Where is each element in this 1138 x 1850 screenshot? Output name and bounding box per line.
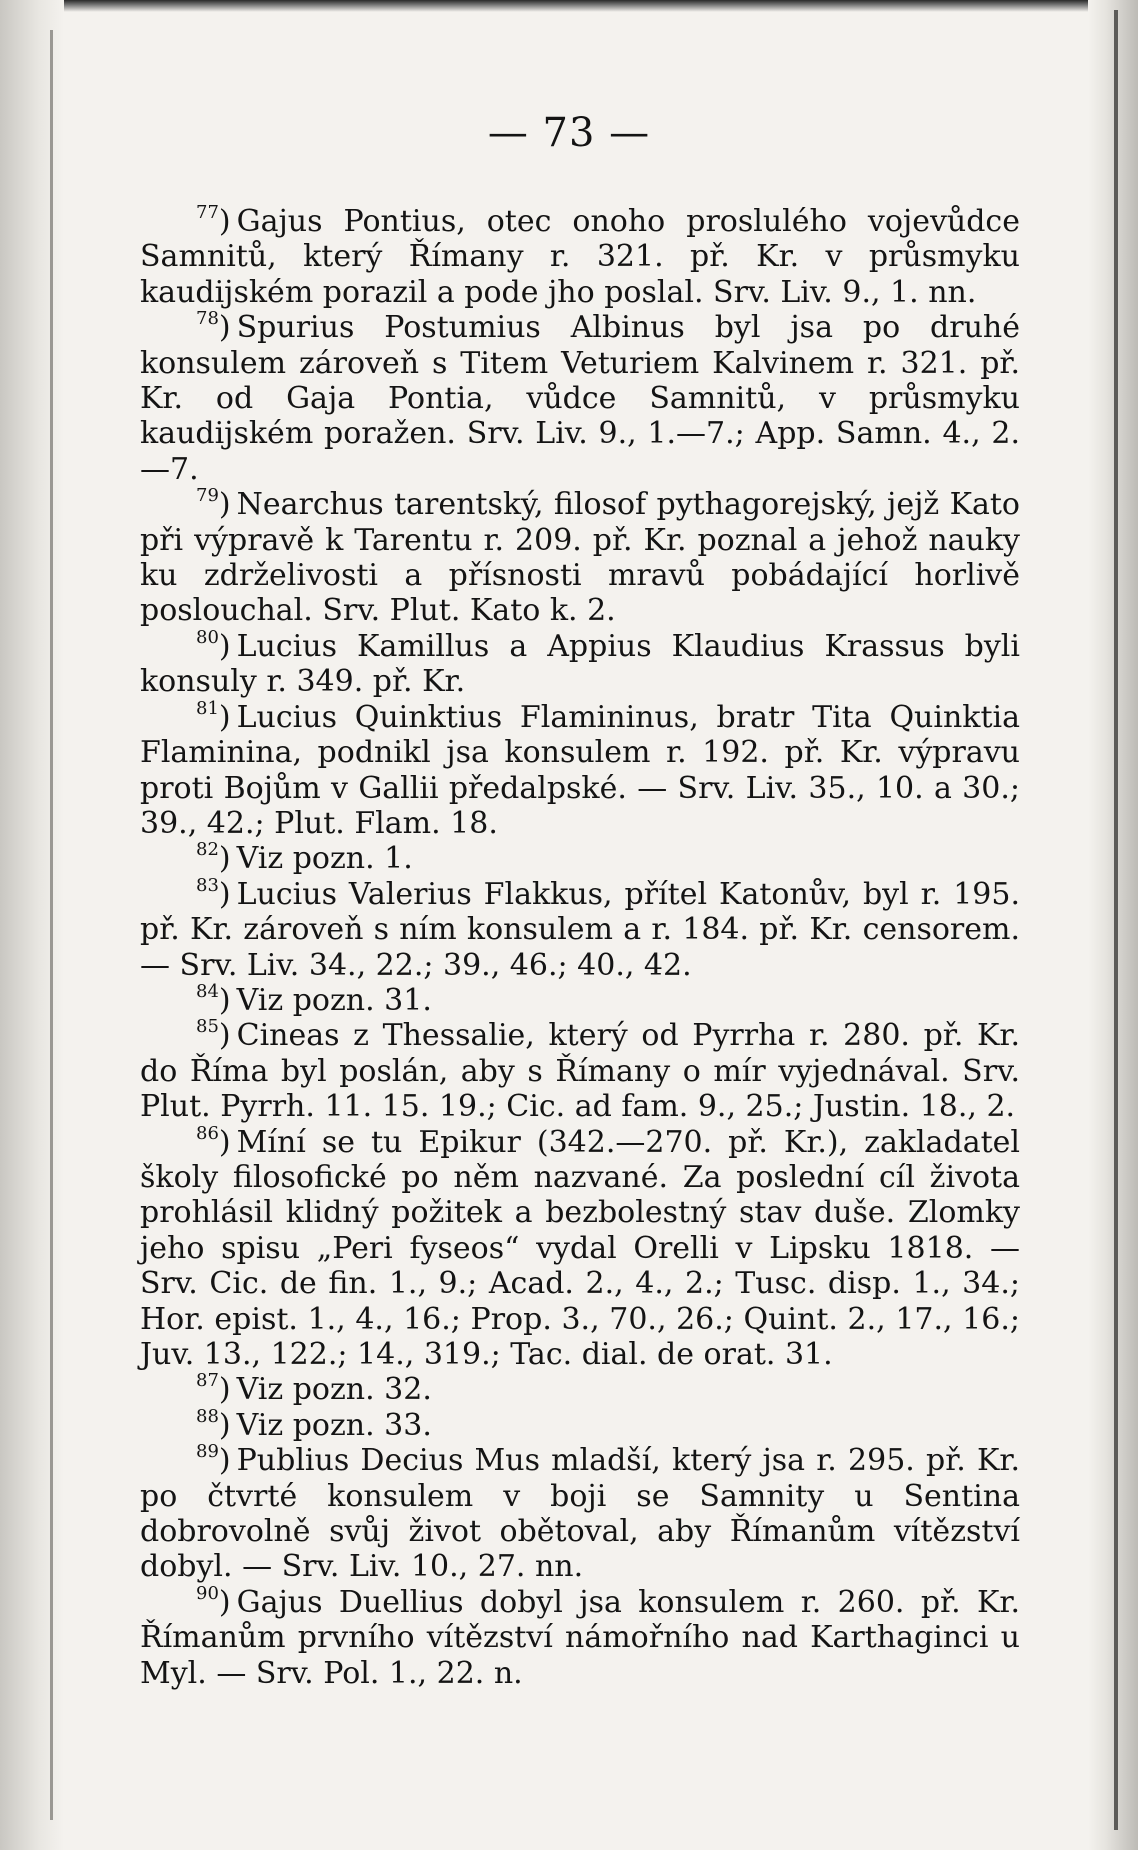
footnote-paren: ) — [218, 876, 231, 912]
footnote — [140, 697, 1020, 842]
footnote-number: 82 — [196, 839, 219, 861]
footnote — [140, 626, 1020, 700]
footnote-text: Cineas z Thessalie, který od Pyrrha r. 280. př. Kr. do Říma byl poslán, aby s Římany o mír vyjednával. Srv. Plut. Pyrrh. 11. 15. 19.; Cic. ad fam. 9., 25.; Justin. 18., 2. — [140, 1018, 1020, 1125]
footnote — [140, 204, 1020, 310]
footnote-text: Lucius Quinktius Flamininus, bratr Tita Quinktia Flaminina, podnikl jsa konsulem r. 192. př. Kr. výpravu proti Bojům v Gallii předalpské. — Srv. Liv. 35., 10. a 30.; 39., 42.; Plut. Flam. 18. — [140, 699, 1020, 841]
footnote-paren: ) — [218, 487, 231, 523]
scan-edge-top — [0, 0, 1138, 12]
footnote-paren: ) — [218, 1584, 231, 1620]
footnote-text: Lucius Valerius Flakkus, přítel Katonův, byl r. 195. př. Kr. zároveň s ním konsulem a r. 184. př. Kr. censorem. — Srv. Liv. 34., 22.; 39., 46.; 40., 42. — [140, 876, 1020, 983]
footnotes-list — [140, 204, 1020, 1691]
footnote-text: Lucius Kamillus a Appius Klaudius Krassus byli konsuly r. 349. př. Kr. — [140, 628, 1020, 700]
footnote-number: 86 — [196, 1122, 219, 1144]
footnote-number: 81 — [196, 697, 219, 719]
footnote — [140, 1122, 1020, 1373]
footnote-number: 90 — [196, 1582, 219, 1604]
footnote-text: Nearchus tarentský, filosof pythagorejský, jejž Kato při výpravě k Tarentu r. 209. př. Kr. poznal a jehož nauky ku zdrželivosti a přísnosti mravů pobádající horlivě poslouchal. Srv. Plut. Kato k. 2. — [140, 487, 1020, 629]
footnote-text: Viz pozn. 1. — [236, 841, 413, 877]
footnote-paren: ) — [218, 1443, 231, 1479]
footnote — [140, 980, 1020, 1018]
page-number: — 73 — — [487, 110, 651, 156]
footnote-number: 79 — [196, 485, 219, 507]
footnote-number: 83 — [196, 874, 219, 896]
footnote — [140, 487, 1020, 629]
footnote-paren: ) — [218, 1372, 231, 1408]
footnote-paren: ) — [218, 1407, 231, 1443]
footnote-text: Spurius Postumius Albinus byl jsa po druhé konsulem zároveň s Titem Veturiem Kalvinem r. 321. př. Kr. od Gaja Pontia, vůdce Samnitů, v průsmyku kaudijském poražen. Srv. Liv. 9., 1.—7.; App. Samn. 4., 2.—7. — [140, 310, 1020, 487]
footnote-number: 78 — [196, 308, 219, 330]
footnote — [140, 310, 1020, 487]
footnote-number: 89 — [196, 1441, 219, 1463]
footnote — [140, 1018, 1020, 1124]
footnote — [140, 1443, 1020, 1585]
scan-edge-right — [1088, 0, 1138, 1850]
footnote-number: 87 — [196, 1370, 219, 1392]
footnote — [140, 874, 1020, 983]
footnote-number: 84 — [196, 980, 219, 1002]
footnote-number: 77 — [196, 202, 219, 223]
footnote-paren: ) — [218, 841, 231, 877]
scan-edge-left — [0, 0, 64, 1850]
footnote-number: 80 — [196, 626, 219, 648]
footnote-text: Míní se tu Epikur (342.—270. př. Kr.), zakladatel školy filosofické po něm nazvané. Za poslední cíl života prohlásil klidný požitek a bezbolestný stav duše. Zlomky jeho spisu „Peri fyseos“ vydal Orelli v Lipsku 1818. — Srv. Cic. de fin. 1., 9.; Acad. 2., 4., 2.; Tusc. disp. 1., 34.; Hor. epist. 1., 4., 16.; Prop. 3., 70., 26.; Quint. 2., 17., 16.; Juv. 13., 122.; 14., 319.; Tac. dial. de orat. 31. — [140, 1124, 1020, 1372]
footnote-paren: ) — [218, 204, 231, 239]
footnote-paren: ) — [218, 1018, 231, 1054]
page-gutter-line — [50, 30, 53, 1820]
footnote-text: Viz pozn. 33. — [236, 1407, 432, 1443]
footnote — [140, 1405, 1020, 1443]
footnote — [140, 1372, 1020, 1407]
footnote-number: 88 — [196, 1405, 219, 1427]
footnote-paren: ) — [218, 628, 231, 664]
footnote-text: Publius Decius Mus mladší, který jsa r. 295. př. Kr. po čtvrté konsulem v boji se Samnity u Sentina dobrovolně svůj život obětoval, aby Římanům vítězství dobyl. — Srv. Liv. 10., 27. nn. — [140, 1443, 1020, 1585]
footnote-paren: ) — [218, 982, 231, 1018]
footnote-text: Gajus Pontius, otec onoho proslulého vojevůdce Samnitů, který Římany r. 321. př. Kr. v průsmyku kaudijském porazil a pode jho poslal. Srv. Liv. 9., 1. nn. — [140, 204, 1020, 310]
footnote-paren: ) — [218, 699, 231, 735]
footnote — [140, 1582, 1020, 1691]
footnote-paren: ) — [218, 1124, 231, 1160]
footnote-text: Viz pozn. 32. — [236, 1372, 432, 1408]
footnote-number: 85 — [196, 1016, 219, 1038]
footnote — [140, 841, 1020, 876]
footnote-paren: ) — [218, 310, 231, 346]
footnote-text: Gajus Duellius dobyl jsa konsulem r. 260. př. Kr. Římanům prvního vítězství námořního nad Karthaginci u Myl. — Srv. Pol. 1., 22. n. — [140, 1584, 1020, 1691]
page-edge-line — [1114, 10, 1118, 1830]
footnote-text: Viz pozn. 31. — [236, 982, 432, 1018]
